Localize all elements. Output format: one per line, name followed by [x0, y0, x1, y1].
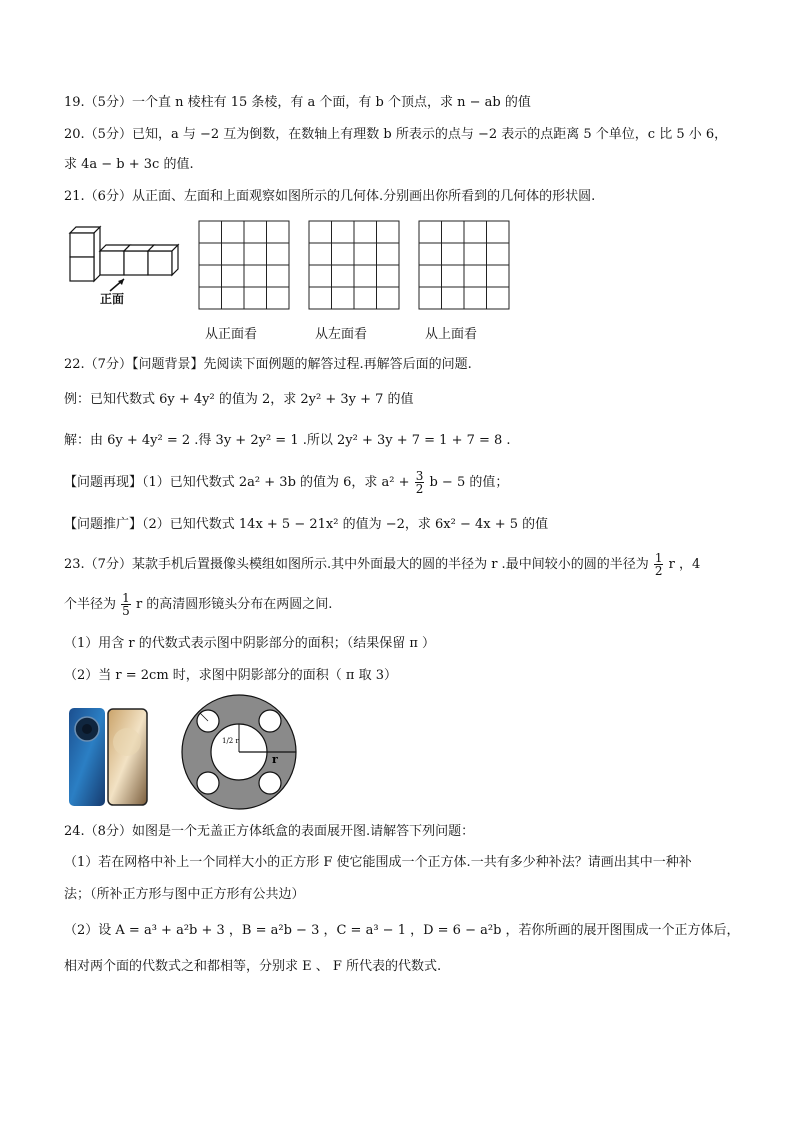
q23-line1-suffix: r ，4	[668, 557, 701, 572]
frac-num: 3	[415, 469, 424, 483]
q22-part1-prefix: 【问题再现】（1）已知代数式 2a² + 3b 的值为 6，求 a² +	[64, 475, 410, 490]
caption-top-view: 从上面看	[425, 327, 478, 342]
q23-line2-suffix: r 的高清圆形镜头分布在两圆之间.	[135, 597, 333, 612]
q24-intro: 24.（8分）如图是一个无盖正方体纸盒的表面展开图.请解答下列问题：	[64, 824, 475, 839]
fraction-3-2	[415, 470, 425, 495]
camera-module-diagram	[180, 693, 298, 813]
phone-photo	[68, 707, 148, 807]
q22-solution: 解：由 6y + 4y² = 2 .得 3y + 2y² = 1 .所以 2y² + 3y + 7 = 1 + 7 = 8 .	[64, 433, 511, 448]
q24-sub1-line1: （1）若在网格中补上一个同样大小的正方形 F 使它能围成一个正方体.一共有多少种补法？请画出其中一种补	[64, 855, 692, 870]
q22-part1-suffix: b − 5 的值；	[429, 475, 509, 490]
q23-line2	[64, 592, 332, 618]
frac-den: 5	[122, 604, 130, 618]
fraction-1-2	[654, 552, 664, 577]
front-label: 正面	[100, 292, 125, 306]
q23-sub1: （1）用含 r 的代数式表示图中阴影部分的面积；（结果保留 π ）	[64, 636, 436, 651]
q20-line1: 20.（5分）已知，a 与 −2 互为倒数，在数轴上有理数 b 所表示的点与 −2 表示的点距离 5 个单位，c 比 5 小 6，	[64, 127, 728, 142]
q19-text: 19.（5分）一个直 n 棱柱有 15 条棱，有 a 个面，有 b 个顶点，求 n − ab 的值	[64, 95, 531, 110]
frac-den: 2	[415, 482, 424, 496]
q24-sub1-line2: 法；（所补正方形与图中正方形有公共边）	[64, 887, 305, 902]
q23-line2-prefix: 个半径为	[64, 597, 117, 612]
q24-sub2-line2: 相对两个面的代数式之和都相等，分别求 E 、 F 所代表的代数式.	[64, 959, 442, 974]
q21-text: 21.（6分）从正面、左面和上面观察如图所示的几何体.分别画出你所看到的几何体的形状圆.	[64, 189, 596, 204]
grid-left-view	[308, 220, 400, 310]
frac-num: 1	[122, 591, 130, 605]
frac-num: 1	[654, 551, 663, 565]
q22-part1	[64, 470, 508, 495]
q23-line1-prefix: 23.（7分）某款手机后置摄像头模组如图所示.其中外面最大的圆的半径为 r .最中间较小的圆的半径为	[64, 557, 649, 572]
q22-part2: 【问题推广】（2）已知代数式 14x + 5 − 21x² 的值为 −2，求 6x² − 4x + 5 的值	[64, 517, 549, 532]
label-r: r	[272, 753, 278, 766]
caption-left-view: 从左面看	[315, 327, 368, 342]
fraction-1-5	[121, 592, 131, 617]
q24-sub2-line1: （2）设 A = a³ + a²b + 3 ，B = a²b − 3 ，C = a³ − 1 ，D = 6 − a²b ，若你所画的展开图围成一个正方体后，	[64, 923, 740, 938]
grid-front-view	[198, 220, 290, 310]
q23-sub2: （2）当 r = 2cm 时，求图中阴影部分的面积（ π 取 3）	[64, 668, 397, 683]
q22-intro: 22.（7分）【问题背景】先阅读下面例题的解答过程.再解答后面的问题.	[64, 357, 472, 372]
grid-top-view	[418, 220, 510, 310]
frac-den: 2	[654, 564, 663, 578]
label-half-r: 1/2 r	[222, 737, 239, 745]
geometry-solid-figure	[66, 225, 192, 305]
q20-line2: 求 4a − b + 3c 的值.	[64, 157, 194, 172]
q23-line1	[64, 552, 700, 578]
q22-example: 例：已知代数式 6y + 4y² 的值为 2，求 2y² + 3y + 7 的值	[64, 392, 414, 407]
caption-front-view: 从正面看	[205, 327, 258, 342]
